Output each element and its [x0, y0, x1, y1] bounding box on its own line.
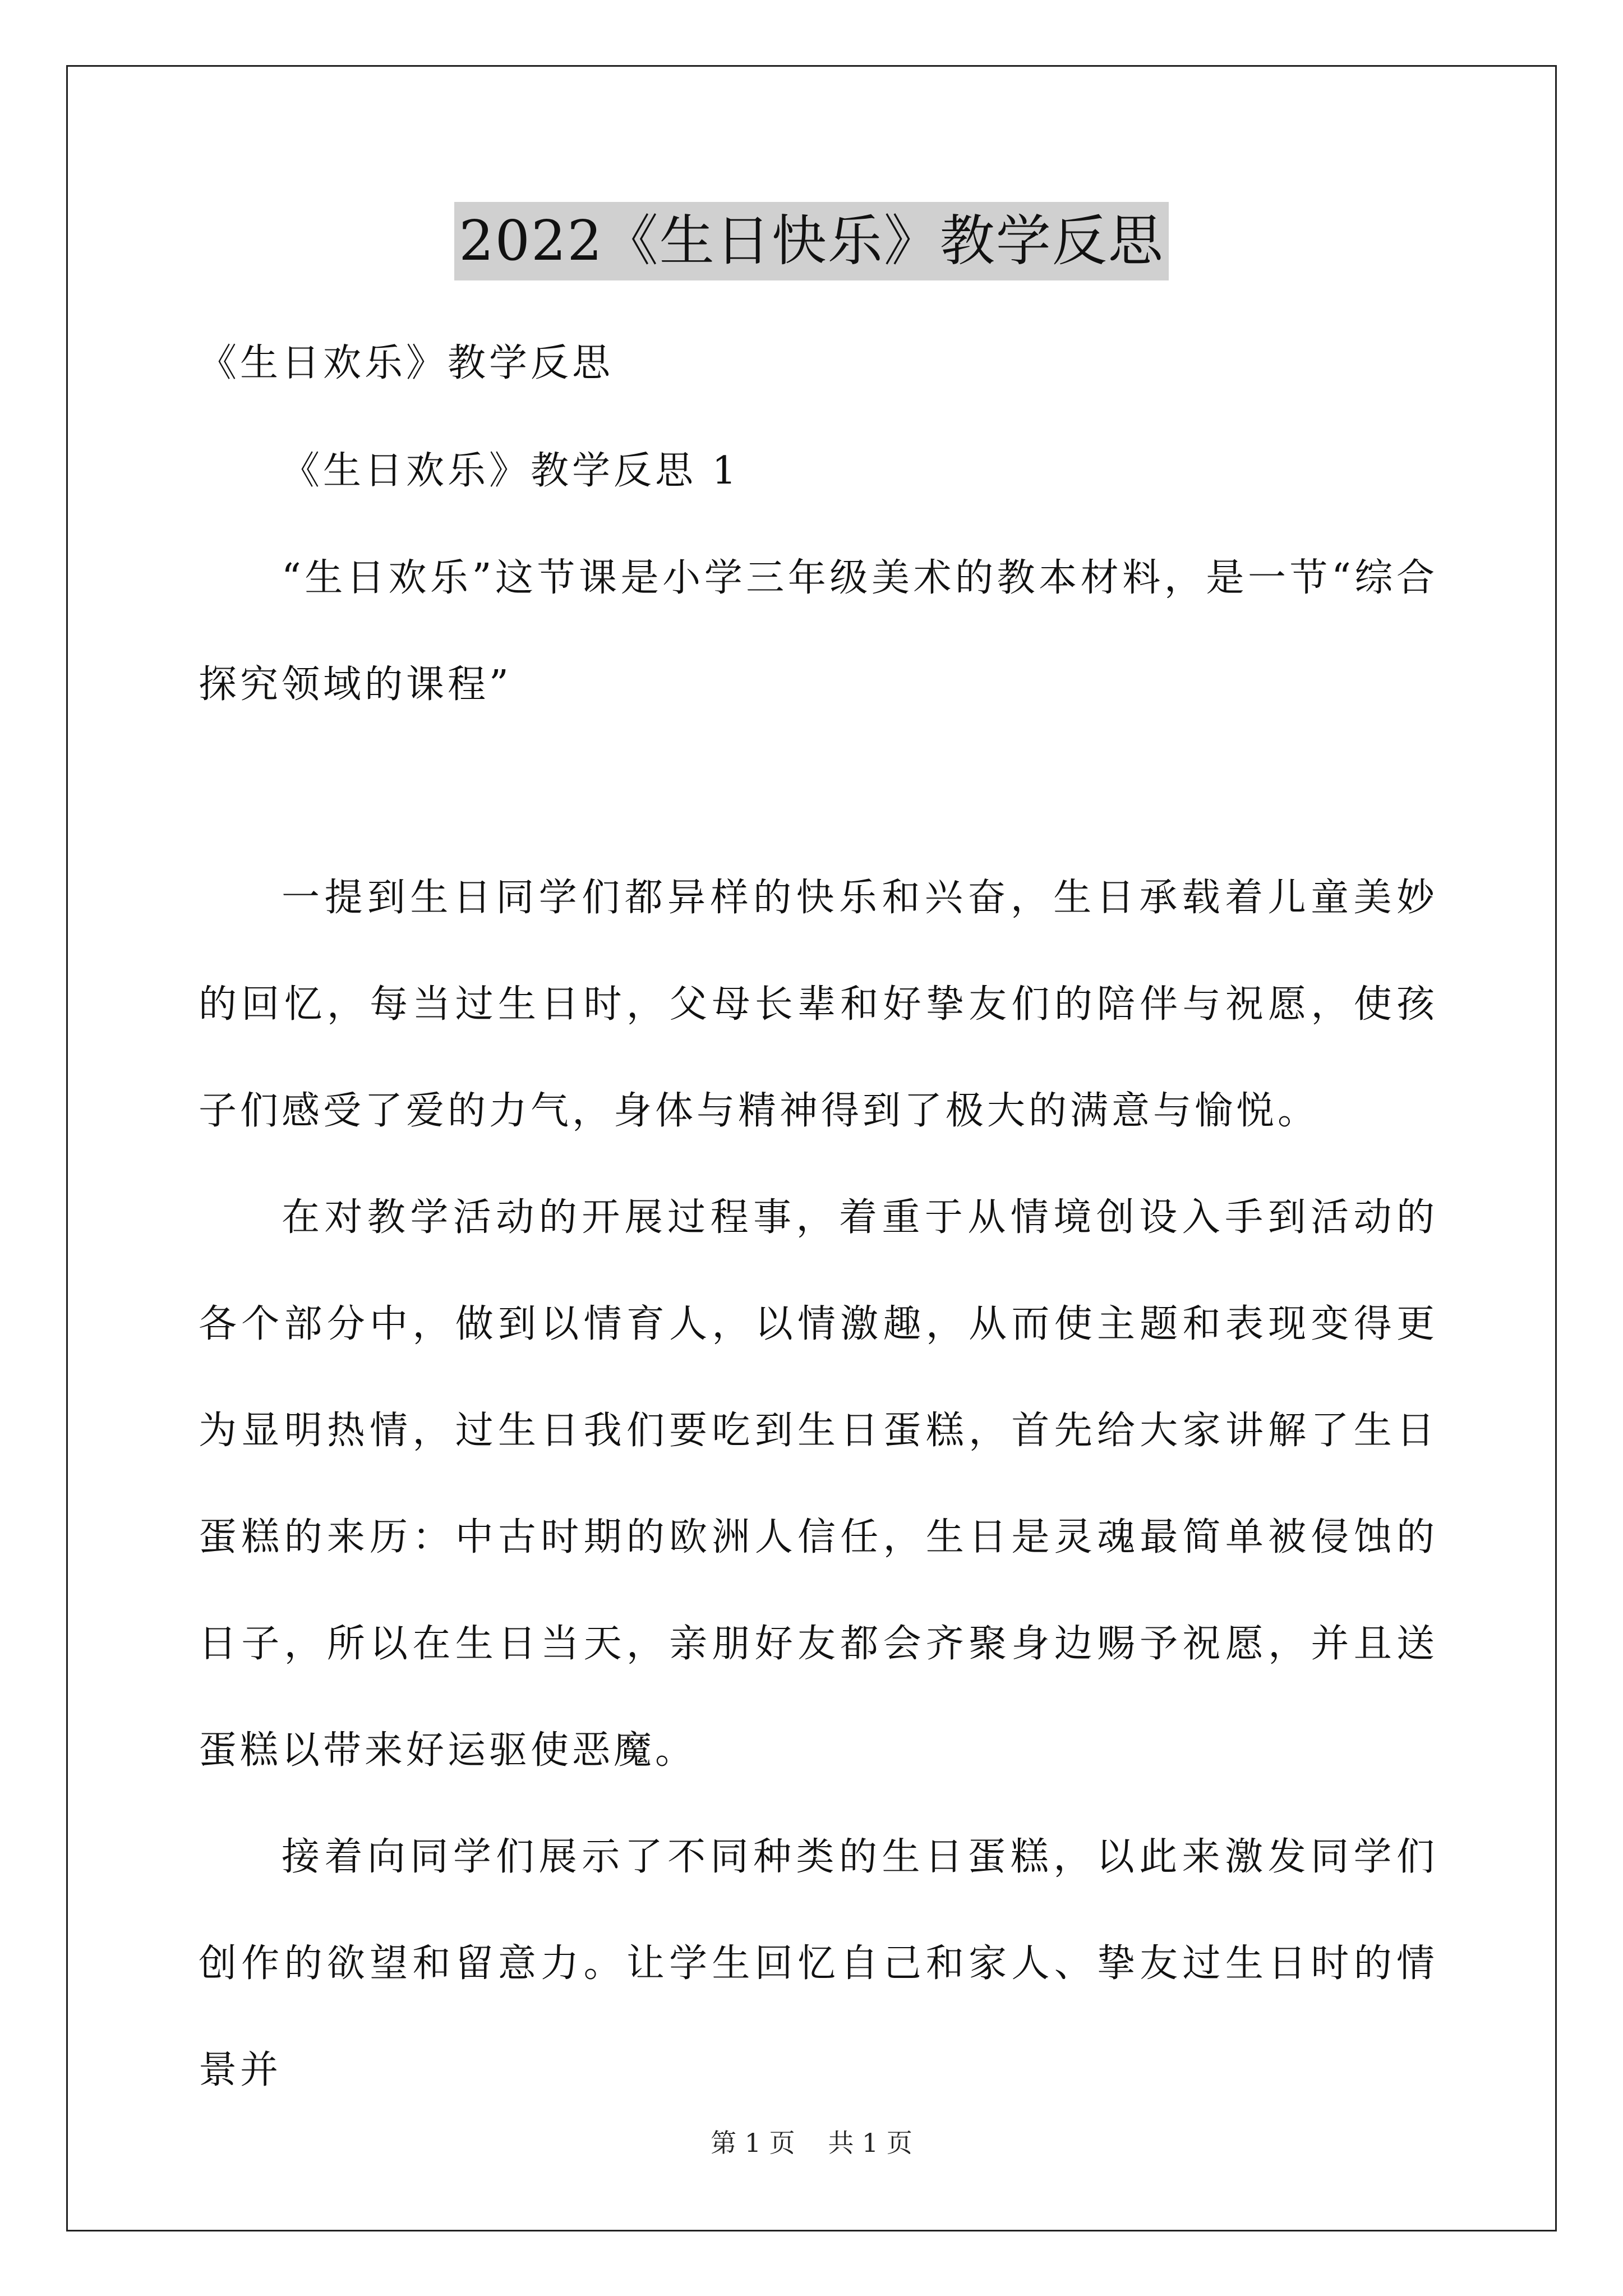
paragraph-gap [199, 738, 1438, 845]
paragraph-1: “生日欢乐”这节课是小学三年级美术的教本材料，是一节“综合探究领域的课程” [199, 556, 1438, 707]
paragraph-2: 一提到生日同学们都异样的快乐和兴奋，生日承载着儿童美妙的回忆，每当过生日时，父母长辈和好挚友们的陪伴与祝愿，使孩子们感受了爱的力气，身体与精神得到了极大的满意与愉悦。 [199, 876, 1438, 1133]
paragraph-3: 在对教学活动的开展过程事，着重于从情境创设入手到活动的各个部分中，做到以情育人，以情激趣，从而使主题和表现变得更为显明热情，过生日我们要吃到生日蛋糕，首先给大家讲解了生日蛋糕的来历：中古时期的欧洲人信任，生日是灵魂最简单被侵蚀的日子，所以在生日当天，亲朋好友都会齐聚身边赐予祝愿，并且送蛋糕以带来好运驱使恶魔。 [199, 1195, 1438, 1773]
section-heading: 《生日欢乐》教学反思 1 [282, 449, 740, 493]
document-title: 2022《生日快乐》教学反思 [454, 202, 1168, 280]
document-subtitle: 《生日欢乐》教学反思 [199, 341, 614, 385]
document-body [199, 310, 1438, 2124]
page-number: 第 1 页 [711, 2128, 795, 2158]
paragraph-4: 接着向同学们展示了不同种类的生日蛋糕，以此来激发同学们创作的欲望和留意力。让学生回忆自己和家人、挚友过生日时的情景并 [199, 1835, 1438, 2092]
title-area [0, 202, 1623, 280]
page-total: 共 1 页 [828, 2128, 912, 2158]
page-footer [0, 2126, 1623, 2160]
